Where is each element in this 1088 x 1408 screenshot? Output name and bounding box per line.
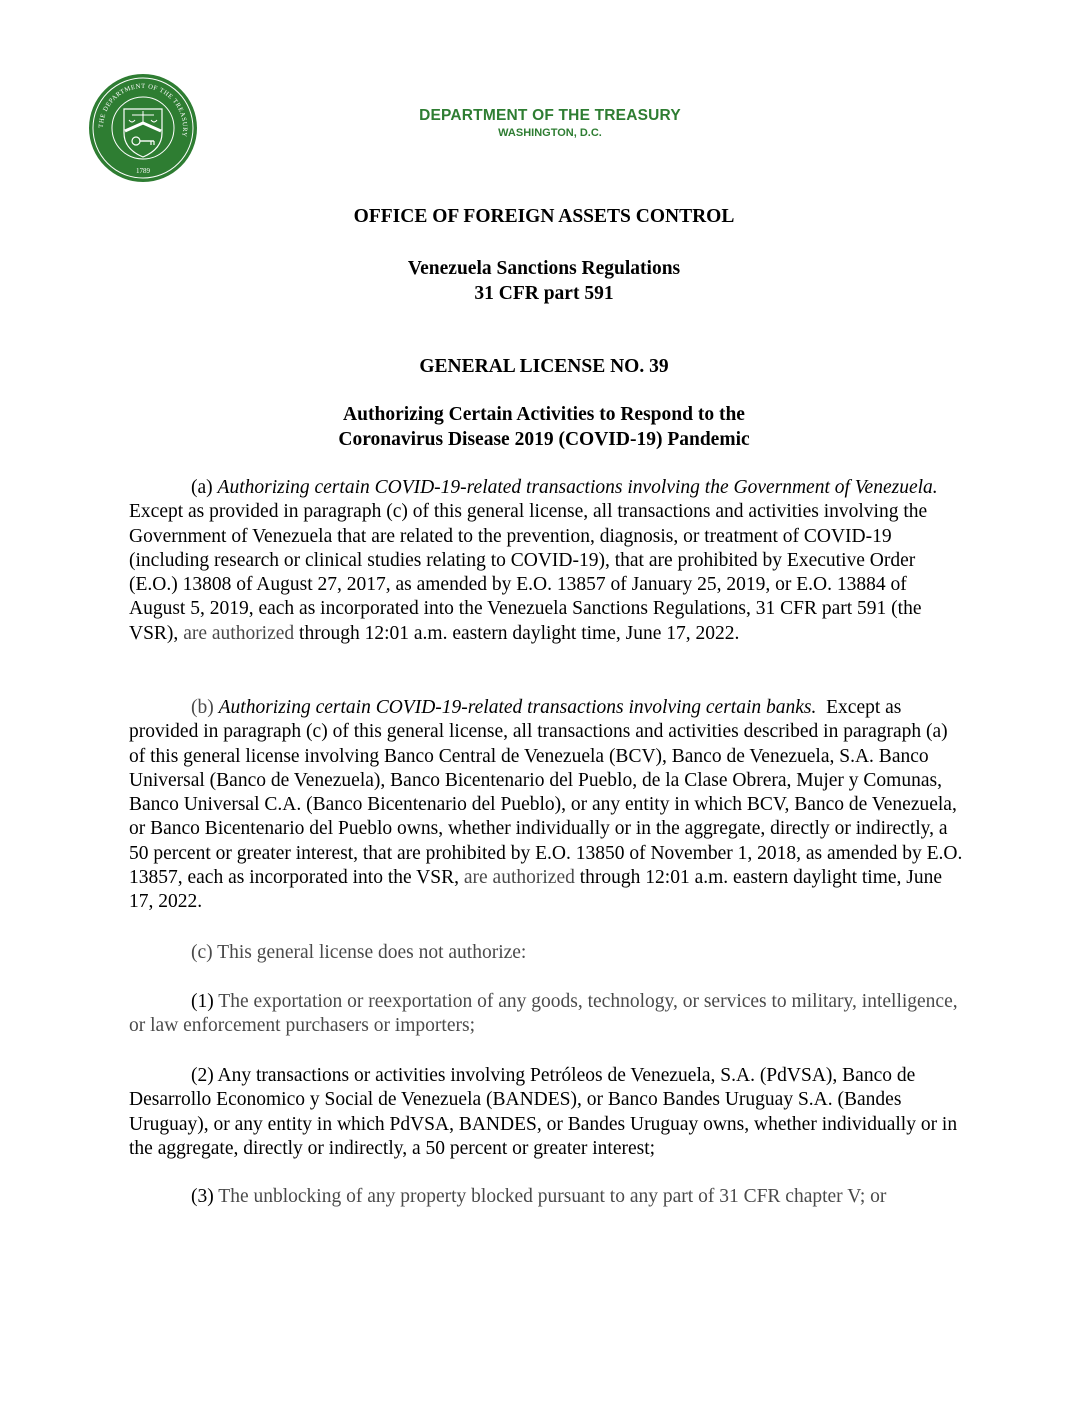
paragraph-c <box>129 941 965 965</box>
paragraph-a-body: Except as provided in paragraph (c) of this general license, all transactions and activities involving the Government of Venezuela that are related to the prevention, diagnosis, or treatment of COVID-19 (including research or clinical studies relating to COVID-19), that are prohibited by Executive Order (E.O.) 13808 of August 27, 2017, as amended by E.O. 13857 of January 25, 2019, or E.O. 13884 of August 5, 2019, each as incorporated into the Venezuela Sanctions Regulations, 31 CFR part 591 (the VSR), <box>129 501 928 644</box>
department-name: DEPARTMENT OF THE TREASURY <box>419 107 681 124</box>
paragraph-a-label: (a) <box>191 477 213 498</box>
regulations-name: Venezuela Sanctions Regulations <box>407 258 681 279</box>
license-title-line-1: Authorizing Certain Activities to Respond to the <box>343 404 745 425</box>
paragraph-b <box>129 696 965 915</box>
paragraph-c1 <box>129 990 965 1039</box>
paragraph-b-authorized: are authorized <box>463 867 575 889</box>
paragraph-a <box>129 476 965 646</box>
license-title <box>144 402 944 452</box>
department-city: WASHINGTON, D.C. <box>498 127 602 139</box>
paragraph-c1-text: The exportation or reexportation of any goods, technology, or services to military, intelligence, or law enforcement purchasers or importers; <box>129 991 958 1037</box>
paragraph-c2-text: (2) Any transactions or activities involving Petróleos de Venezuela, S.A. (PdVSA), Banco de Desarrollo Economico y Social de Venezuela (BANDES), or Banco Bandes Uruguay S.A. (Bandes Uruguay), or any entity in which PdVSA, BANDES, or Bandes Uruguay owns, whether individually or in the aggregate, directly or indirectly, a 50 percent or greater interest; <box>129 1065 958 1159</box>
office-heading: OFFICE OF FOREIGN ASSETS CONTROL <box>353 206 735 227</box>
paragraph-c2 <box>129 1064 965 1161</box>
paragraph-b-heading: Authorizing certain COVID-19-related transactions involving certain banks. <box>218 697 817 718</box>
paragraph-b-expiry: through 12:01 a.m. eastern daylight time, June 17, 2022. <box>129 867 943 913</box>
paragraph-a-heading: Authorizing certain COVID-19-related transactions involving the Government of Venezuela. <box>217 477 938 498</box>
paragraph-c1-label: (1) <box>191 991 214 1012</box>
paragraph-c3 <box>129 1185 965 1209</box>
paragraph-c3-text: The unblocking of any property blocked pursuant to any part of 31 CFR chapter V; or <box>218 1186 887 1207</box>
svg-text:1789: 1789 <box>136 167 150 175</box>
paragraph-a-expiry: through 12:01 a.m. eastern daylight time, June 17, 2022. <box>299 622 740 644</box>
svg-text:THE DEPARTMENT OF THE TREASURY: THE DEPARTMENT OF THE TREASURY <box>97 82 189 138</box>
cfr-citation: 31 CFR part 591 <box>474 283 614 304</box>
letterhead <box>300 106 800 140</box>
regulations-heading <box>144 256 944 306</box>
paragraph-c3-label: (3) <box>191 1186 214 1207</box>
paragraph-a-authorized: are authorized <box>183 622 295 644</box>
paragraph-c-text: (c) This general license does not authorize: <box>191 942 527 963</box>
treasury-seal-icon <box>88 73 198 183</box>
license-title-line-2: Coronavirus Disease 2019 (COVID-19) Pandemic <box>338 429 750 450</box>
license-number: GENERAL LICENSE NO. 39 <box>419 356 669 377</box>
paragraph-b-label: (b) <box>191 697 214 718</box>
paragraph-b-body: Except as provided in paragraph (c) of this general license, all transactions and activities described in paragraph (a) of this general license involving Banco Central de Venezuela (BCV), Banco de Venezuela, S.A. Banco Universal (Banco de Venezuela), Banco Bicentenario del Pueblo, de la Clase Obrera, Mujer y Comunas, Banco Universal C.A. (Banco Bicentenario del Pueblo), or any entity in which BCV, Banco de Venezuela, or Banco Bicentenario del Pueblo owns, whether individually or in the aggregate, directly or indirectly, a 50 percent or greater interest, that are prohibited by E.O. 13850 of November 1, 2018, as amended by E.O. 13857, each as incorporated into the VSR, <box>129 697 963 889</box>
